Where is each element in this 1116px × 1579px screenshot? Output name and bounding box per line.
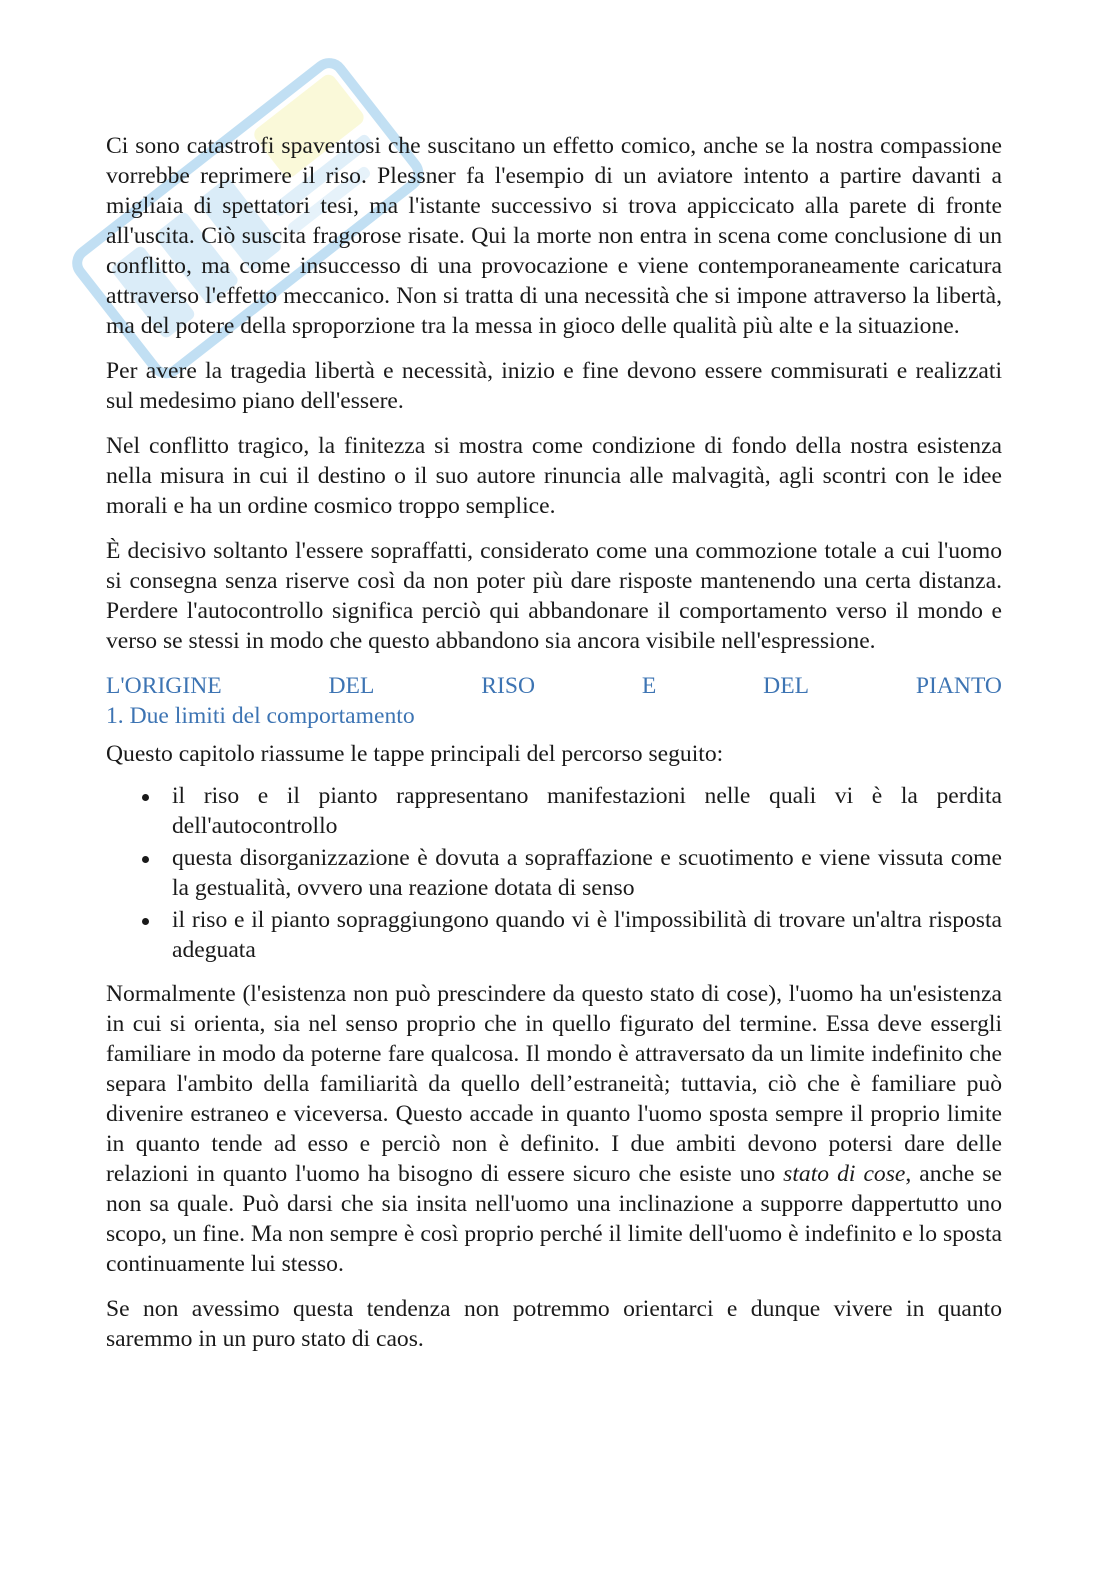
heading-word-3: RISO — [481, 673, 536, 699]
document-page — [106, 131, 1002, 1369]
list-item-text: il riso e il pianto sopraggiungono quando vi è l'impossibilità di trovare un'altra risposta adeguata — [172, 907, 1002, 963]
list-item — [172, 905, 1002, 965]
bullet-list — [106, 781, 1002, 965]
paragraph-5 — [106, 979, 1002, 1279]
list-item-text: il riso e il pianto rappresentano manifestazioni nelle quali vi è la perdita dell'autocontrollo — [172, 783, 1002, 839]
heading-word-1: L'ORIGINE — [106, 673, 222, 699]
paragraph-3: Nel conflitto tragico, la finitezza si mostra come condizione di fondo della nostra esistenza nella misura in cui il destino o il suo autore rinuncia alle malvagità, agli scontri con le idee morali e ha un ordine cosmico troppo semplice. — [106, 433, 1002, 519]
list-item-text: questa disorganizzazione è dovuta a sopraffazione e scuotimento e viene vissuta come la gestualità, ovvero una reazione dotata di senso — [172, 845, 1002, 901]
bullet-icon — [142, 918, 149, 925]
paragraph-6: Se non avessimo questa tendenza non potremmo orientarci e dunque vivere in quanto saremmo in un puro stato di caos. — [106, 1296, 1002, 1352]
paragraph-1: Ci sono catastrofi spaventosi che suscitano un effetto comico, anche se la nostra compassione vorrebbe reprimere il riso. Plessner fa l'esempio di un aviatore intento a partire davanti a migliaia di spettatori tesi, ma l'istante successivo si trova appiccicato alla parete di fronte all'uscita. Ciò suscita fragorose risate. Qui la morte non entra in scena come conclusione di un conflitto, ma come insuccesso di una provocazione e viene contemporaneamente caricatura attraverso l'effetto meccanico. Non si tratta di una necessità che si impone attraverso la libertà, ma del potere della sproporzione tra la messa in gioco delle qualità più alte e la situazione. — [106, 133, 1002, 339]
heading-word-2: DEL — [328, 673, 375, 699]
heading-word-4: E — [641, 673, 657, 699]
list-item — [172, 843, 1002, 903]
section-heading — [106, 671, 1002, 701]
intro-paragraph: Questo capitolo riassume le tappe principali del percorso seguito: — [106, 741, 724, 767]
bullet-icon — [142, 794, 149, 801]
bullet-icon — [142, 856, 149, 863]
list-item — [172, 781, 1002, 841]
heading-word-6: PIANTO — [915, 673, 1002, 699]
paragraph-5-part-2: , anche se non sa quale. Può darsi che sia insita nell'uomo una inclinazione a supporre dappertutto uno scopo, un fine. Ma non sempre è così proprio perché il limite dell'uomo è indefinito e lo sposta continuamente lui stesso. — [106, 1161, 1002, 1277]
paragraph-4: È decisivo soltanto l'essere sopraffatti, considerato come una commozione totale a cui l'uomo si consegna senza riserve così da non poter più dare risposte mantenendo una certa distanza. Perdere l'autocontrollo significa perciò qui abbandonare il comportamento verso il mondo e verso se stessi in modo che questo abbandono sia ancora visibile nell'espressione. — [106, 538, 1002, 654]
paragraph-5-italic: stato di cose — [783, 1161, 906, 1187]
section-subtitle: 1. Due limiti del comportamento — [106, 703, 415, 729]
heading-word-5: DEL — [763, 673, 810, 699]
paragraph-5-part-1: Normalmente (l'esistenza non può prescindere da questo stato di cose), l'uomo ha un'esistenza in cui si orienta, sia nel senso proprio che in quello figurato del termine. Essa deve essergli familiare in modo da poterne fare qualcosa. Il mondo è attraversato da un limite indefinito che separa l'ambito della familiarità da quello dell’estraneità; tuttavia, ciò che è familiare può divenire estraneo e viceversa. Questo accade in quanto l'uomo sposta sempre il proprio limite in quanto tende ad esso e perciò non è definito. I due ambiti devono potersi dare delle relazioni in quanto l'uomo ha bisogno di essere sicuro che esiste uno — [106, 981, 1002, 1187]
paragraph-2: Per avere la tragedia libertà e necessità, inizio e fine devono essere commisurati e realizzati sul medesimo piano dell'essere. — [106, 358, 1002, 414]
